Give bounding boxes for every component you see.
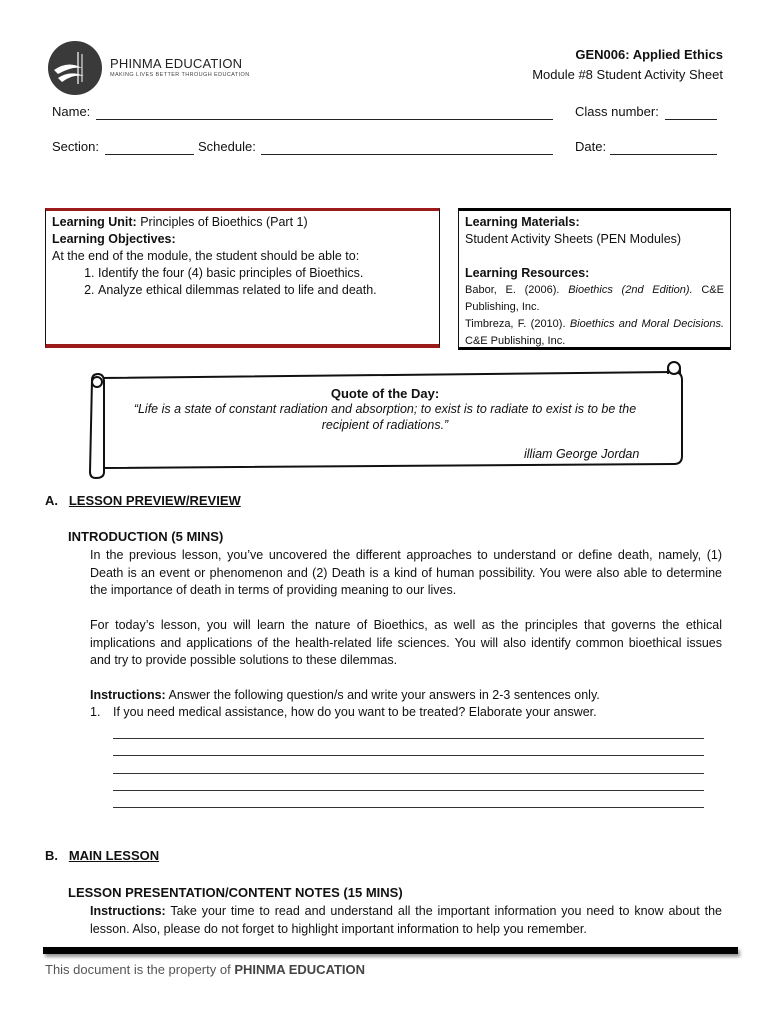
logo-name: PHINMA EDUCATION	[110, 56, 243, 71]
answer-line[interactable]	[113, 773, 704, 774]
class-number-field[interactable]	[665, 105, 717, 120]
section-b-heading: B. MAIN LESSON	[45, 848, 160, 863]
introduction-heading: INTRODUCTION (5 MINS)	[68, 529, 224, 544]
footer-bar	[43, 947, 738, 954]
name-label: Name:	[52, 104, 91, 119]
question-number: 1.	[90, 705, 101, 719]
answer-line[interactable]	[113, 807, 704, 808]
objectives-label: Learning Objectives:	[52, 232, 176, 246]
instructions-b: Instructions: Take your time to read and understand all the important information you need to know about the lesson. Also, please do not forget to highlight important information to help you remember.	[90, 904, 723, 936]
quote-text: “Life is a state of constant radiation and absorption; to exist is to radiate to exist is to be the recipient of radiations.”	[133, 402, 637, 432]
quote-author: illiam George Jordan	[524, 447, 640, 461]
resource-1: Babor, E. (2006). Bioethics (2nd Edition). C&E Publishing, Inc.	[465, 284, 724, 313]
footer-text: This document is the property of PHINMA EDUCATION	[45, 962, 366, 977]
date-label: Date:	[575, 139, 607, 154]
lesson-presentation-heading: LESSON PRESENTATION/CONTENT NOTES (15 MINS)	[68, 885, 403, 900]
module-title: Module #8 Student Activity Sheet	[532, 67, 723, 82]
objectives-list	[52, 265, 433, 299]
intro-paragraph-1: In the previous lesson, you’ve uncovered the different approaches to understand or define death, namely, (1) Death is an event or phenomenon and (2) Death is a kind of human possibility. You were also able to determine the importance of death in terms of providing meaning to our lives.	[90, 548, 722, 597]
answer-line[interactable]	[113, 790, 704, 791]
question-text: If you need medical assistance, how do you want to be treated? Elaborate your answer.	[113, 705, 597, 719]
date-field[interactable]	[610, 140, 717, 155]
learning-unit-box	[45, 208, 440, 348]
schedule-label: Schedule:	[198, 139, 256, 154]
answer-line[interactable]	[113, 755, 704, 756]
materials-label: Learning Materials:	[465, 215, 580, 229]
learning-materials-box	[458, 208, 731, 350]
learning-unit-label: Learning Unit:	[52, 215, 137, 229]
quote-title: Quote of the Day:	[330, 386, 440, 401]
objectives-intro: At the end of the module, the student should be able to:	[52, 249, 360, 263]
learning-unit-value: Principles of Bioethics (Part 1)	[140, 215, 308, 229]
class-number-label: Class number:	[575, 104, 659, 119]
objective-item: 2. Analyze ethical dilemmas related to life and death.	[98, 282, 433, 299]
schedule-field[interactable]	[261, 140, 553, 155]
materials-value: Student Activity Sheets (PEN Modules)	[465, 232, 682, 246]
resources-label: Learning Resources:	[465, 266, 590, 280]
logo-tagline: MAKING LIVES BETTER THROUGH EDUCATION	[110, 72, 250, 78]
section-field[interactable]	[105, 140, 194, 155]
resource-2: Timbreza, F. (2010). Bioethics and Moral Decisions. C&E Publishing, Inc.	[465, 318, 725, 347]
section-label: Section:	[52, 139, 99, 154]
objective-item: 1. Identify the four (4) basic principles of Bioethics.	[98, 265, 433, 282]
answer-line[interactable]	[113, 738, 704, 739]
course-title: GEN006: Applied Ethics	[575, 47, 723, 62]
intro-paragraph-2: For today’s lesson, you will learn the nature of Bioethics, as well as the principles that governs the ethical implications and applications of the health-related life sciences. You will also identify common bioethical issues and try to provide possible solutions to these dilemmas.	[90, 618, 722, 667]
section-a-heading: A. LESSON PREVIEW/REVIEW	[45, 493, 241, 508]
name-field[interactable]	[96, 105, 553, 120]
instructions-a: Instructions: Answer the following question/s and write your answers in 2-3 sentences only.	[90, 688, 600, 702]
